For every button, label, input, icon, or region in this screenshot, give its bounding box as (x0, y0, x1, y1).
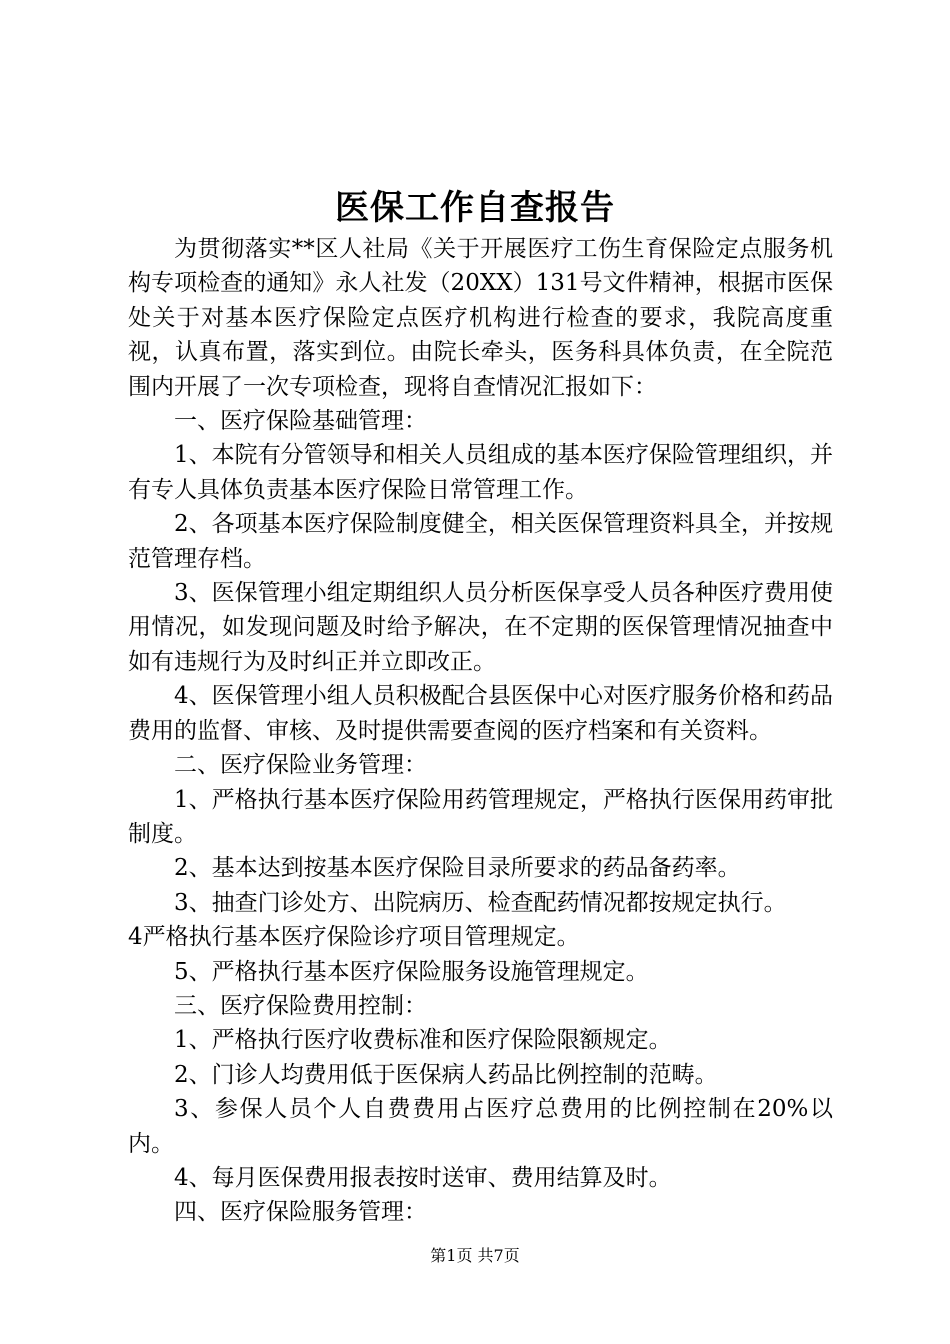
intro-paragraph: 为贯彻落实**区人社局《关于开展医疗工伤生育保险定点服务机构专项检查的通知》永人社发（20XX）131号文件精神，根据市医保处关于对基本医疗保险定点医疗机构进行检查的要求，我院高度重视，认真布置，落实到位。由院长牵头，医务科具体负责，在全院范围内开展了一次专项检查，现将自查情况汇报如下： (128, 236, 833, 400)
list-item: 1、本院有分管领导和相关人员组成的基本医疗保险管理组织，并有专人具体负责基本医疗保险日常管理工作。 (128, 442, 833, 503)
document-body (128, 232, 833, 1230)
list-item: 2、基本达到按基本医疗保险目录所要求的药品备药率。 (174, 855, 741, 882)
document-title: 医保工作自查报告 (335, 188, 615, 228)
section-heading-4: 四、医疗保险服务管理： (174, 1199, 427, 1226)
section-heading-3: 三、医疗保险费用控制： (174, 992, 427, 1019)
section-heading-1: 一、医疗保险基础管理： (174, 408, 427, 435)
list-item: 3、抽查门诊处方、出院病历、检查配药情况都按规定执行。 (174, 889, 787, 916)
section-heading-2: 二、医疗保险业务管理： (174, 752, 427, 779)
list-item: 4、每月医保费用报表按时送审、费用结算及时。 (174, 1164, 672, 1191)
list-item: 4、医保管理小组人员积极配合县医保中心对医疗服务价格和药品费用的监督、审核、及时提供需要查阅的医疗档案和有关资料。 (128, 683, 833, 744)
list-item: 1、严格执行基本医疗保险用药管理规定，严格执行医保用药审批制度。 (128, 786, 833, 847)
list-item: 5、严格执行基本医疗保险服务设施管理规定。 (174, 958, 649, 985)
page-footer: 第1页 共7页 (430, 1246, 520, 1265)
list-item: 2、门诊人均费用低于医保病人药品比例控制的范畴。 (174, 1061, 718, 1088)
list-item: 4严格执行基本医疗保险诊疗项目管理规定。 (128, 924, 580, 951)
list-item: 2、各项基本医疗保险制度健全，相关医保管理资料具全，并按规范管理存档。 (128, 511, 833, 572)
list-item: 3、医保管理小组定期组织人员分析医保享受人员各种医疗费用使用情况，如发现问题及时给予解决，在不定期的医保管理情况抽查中如有违规行为及时纠正并立即改正。 (128, 580, 833, 675)
list-item: 1、严格执行医疗收费标准和医疗保险限额规定。 (174, 1027, 672, 1054)
list-item: 3、参保人员个人自费费用占医疗总费用的比例控制在20%以内。 (128, 1096, 833, 1157)
